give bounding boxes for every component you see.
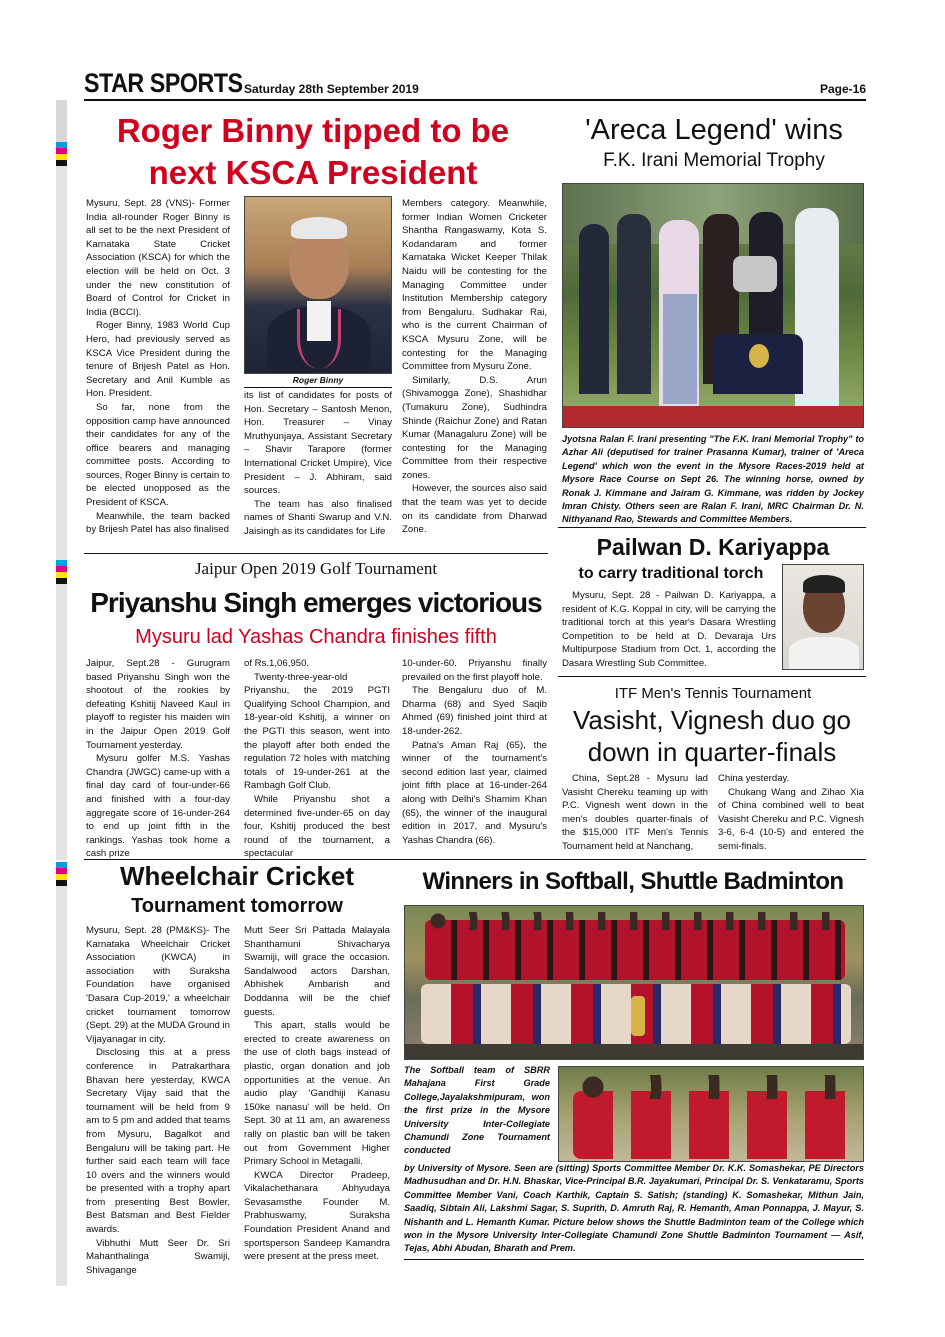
binny-para: Meanwhile, the team backed by Brijesh Patel has also finalised bbox=[86, 510, 230, 536]
binny-column-3 bbox=[402, 197, 547, 537]
golf-para: Mysuru golfer M.S. Yashas Chandra (JWGC) came-up with a final day card of four-under-66 and finished with a four-day aggregate score of 16-under-264 to end up joint fifth in the rankings. Yashas took home a cash prize bbox=[86, 753, 230, 860]
pailwan-subhead: to carry traditional torch bbox=[578, 565, 764, 582]
binny-photo bbox=[244, 196, 392, 374]
golf-subhead: Mysuru lad Yashas Chandra finishes fifth bbox=[135, 626, 497, 648]
areca-subhead: F.K. Irani Memorial Trophy bbox=[603, 150, 825, 171]
wheelchair-headline: Wheelchair Cricket bbox=[119, 861, 355, 891]
wheelchair-subhead: Tournament tomorrow bbox=[131, 895, 343, 917]
pailwan-headline: Pailwan D. Kariyappa bbox=[596, 534, 830, 560]
tennis-headline-line2: down in quarter-finals bbox=[587, 737, 837, 767]
tennis-headline bbox=[556, 704, 868, 768]
issue-date: Saturday 28th September 2019 bbox=[244, 82, 419, 96]
tennis-para: China yesterday. bbox=[718, 773, 790, 784]
binny-headline-line2: next KSCA President bbox=[148, 154, 478, 191]
badminton-team-photo bbox=[558, 1066, 864, 1162]
binny-para: its list of candidates for posts of Hon. Secretary – Santosh Menon, Hon. Treasurer – Vinay Mruthyunjaya, Assistant Secretary – Shavir Tarapore (former International Cricket Umpire), Vice President – J. Abhiram, said sources. bbox=[244, 390, 392, 497]
golf-para: Twenty-three-year-old Priyanshu, the 2019 PGTI Qualifying School Champion, and 18-year-old Kshitij, a winner on the PGTI this season, went into the playoff after both ended the regulation 72 holes with matching totals of 19-under-261 at the Rambagh Golf Club. bbox=[244, 671, 390, 792]
masthead bbox=[84, 68, 866, 102]
binny-column-1 bbox=[86, 197, 230, 537]
golf-para: of Rs.1,06,950. bbox=[244, 658, 310, 669]
binny-photo-caption: Roger Binny bbox=[292, 375, 344, 385]
binny-para: However, the sources also said that the team was yet to decide on its candidate from Dharwad Zone. bbox=[402, 483, 547, 536]
pailwan-rule bbox=[558, 676, 866, 677]
registration-strip-middle bbox=[56, 560, 67, 860]
page-number: Page-16 bbox=[819, 82, 866, 96]
golf-para: 10-under-60. Priyanshu finally prevailed on the first playoff hole. bbox=[402, 658, 547, 683]
tennis-column-2 bbox=[718, 772, 864, 854]
section-title: STAR SPORTS bbox=[84, 68, 243, 98]
areca-rule bbox=[558, 527, 866, 528]
registration-strip-bottom bbox=[56, 862, 67, 1286]
binny-para: Mysuru, Sept. 28 (VNS)- Former India all-rounder Roger Binny is all set to be the next President of Karnataka State Cricket Association (KSCA) for which the election will be held on Oct. 3 under the new constitution of Board of Control for Cricket in India (BCCI). bbox=[86, 198, 230, 318]
wheelchair-para: Mysuru, Sept. 28 (PM&KS)- The Karnataka Wheelchair Cricket Association (KWCA) in association with Suraksha Foundation have organised 'Dasara Cup-2019,' a wheelchair cricket tournament tomorrow (Sept. 29) at the MUDA Ground in Vijayanagar in city. bbox=[86, 925, 230, 1045]
wheelchair-column-1 bbox=[86, 924, 230, 1277]
golf-para: Patna's Aman Raj (65), the winner of the tournament's second edition last year, claimed joint fifth place at 16-under-264 along with Delhi's Shamim Khan (65), the winner of the inaugural edition in 2017, and Mysuru's Yashas Chandra (66). bbox=[402, 739, 547, 846]
binny-caption-rule bbox=[244, 387, 392, 388]
wheelchair-para: Disclosing this at a press conference in Patrakarthara Bhavan here yesterday, KWCA Secretary Vijay said that the tournament will be held from 9 am to 5 pm and added that teams from Mysuru, Bagalkot and Bengaluru will be taking part. He further said each team will face 10 overs and the winners would be presented with a trophy apart from presenting Best Bowler, Best Batsman and Best Fielder awards. bbox=[86, 1047, 230, 1236]
binny-headline-line1: Roger Binny tipped to be bbox=[116, 112, 510, 149]
tennis-para: Chukang Wang and Zihao Xia of China combined well to beat Vasisht Chereku and P.C. Vignesh 3-6, 6-4 (10-5) and entered the semi-finals. bbox=[718, 786, 864, 852]
softball-bottom-rule bbox=[404, 1259, 864, 1260]
wheelchair-para: KWCA Director Pradeep, Vikalachethanara Abhyudaya Sevasamsthe Founder M. Prabhuswamy, Suraksha Foundation President Anand and sportsperson Sandeep Kamandra were present at the press meet. bbox=[244, 1169, 390, 1263]
golf-para: Jaipur, Sept.28 - Gurugram based Priyanshu Singh won the shootout of the rookies by defeating Kshitij Naveed Kaul in playoff to register his maiden win in the Jaipur Open 2019 Golf Tournament yesterday. bbox=[86, 658, 230, 751]
tennis-kicker: ITF Men's Tennis Tournament bbox=[614, 685, 812, 702]
areca-caption: Jyotsna Ralan F. Irani presenting "The F.K. Irani Memorial Trophy" to Azhar Ali (deputised for trainer Prasanna Kumar), trainer of 'Areca Legend' which won the event in the Mysore Races-2019 held at Mysore Race Course on Sept 26. The winning horse, owned by Ronak J. Kimmane and Jairam G. Kimmane, was ridden by Jockey Imran Chisty. Others seen are Ralan F. Irani, MRC Chairman Dr. N. Nithyanand Rao, Stewards and Committee Members. bbox=[562, 434, 864, 525]
binny-para: So far, none from the opposition camp have announced their candidates for any of the office bearers and managing committee posts. According to sources, Roger Binny is certain to be elected unopposed as the President of KSCA. bbox=[86, 401, 230, 509]
tennis-headline-line1: Vasisht, Vignesh duo go bbox=[572, 705, 851, 735]
softball-headline: Winners in Softball, Shuttle Badminton bbox=[422, 868, 844, 895]
wheelchair-para: Mutt Seer Sri Pattada Malayala Shanthamuni Shivacharya Swamiji, will grace the occasion. Sandalwood actors Darshan, Abhishek Ambarish and Doddanna will be the chief guests. bbox=[244, 925, 390, 1018]
tennis-para: China, Sept.28 - Mysuru lad Vasisht Chereku teaming up with P.C. Vignesh went down in the men's doubles quarter-finals of the $15,000 ITF Men's Tennis Tournament held at Nanchang, bbox=[562, 773, 708, 852]
pailwan-body bbox=[562, 589, 776, 671]
binny-para: Members category. Meanwhile, former Indian Women Cricketer Shantha Rangaswamy, Kota S. Kodandaram and former Karnataka Wicket Keeper Thilak Naidu will be contesting for the Managing Committee under Institution Membership category from Bengaluru. Sudhakar Rai, who is the current Chairman of KSCA Mysuru Zone, will be contesting for the Managing Committee from Mysuru Zone. bbox=[402, 198, 547, 373]
pailwan-photo bbox=[782, 564, 864, 670]
golf-column-3 bbox=[402, 657, 547, 847]
binny-para: Roger Binny, 1983 World Cup Hero, had previously served as KSCA Vice President during the tenure of Brijesh Patel as Hon. Secretary and Anil Kumble as Hon. President. bbox=[86, 320, 230, 400]
binny-headline bbox=[76, 110, 550, 194]
golf-column-2 bbox=[244, 657, 390, 861]
golf-top-rule bbox=[84, 553, 548, 554]
wheelchair-column-2 bbox=[244, 924, 390, 1264]
softball-caption-left: The Softball team of SBRR Mahajana First Grade College,Jayalakshmipuram, won the first prize in the Mysore University Inter-Collegiate Chamundi Zone Tournament conducted bbox=[404, 1065, 550, 1156]
golf-column-1 bbox=[86, 657, 230, 861]
binny-para: The team has also finalised names of Shanti Swarup and V.N. Jaisingh as its candidates for Life bbox=[244, 498, 392, 537]
pailwan-para: Mysuru, Sept. 28 - Pailwan D. Kariyappa, a resident of K.G. Koppal in city, will be carrying the traditional torch at this year's Dasara Wrestling Competition to be held at D. Devaraja Urs Multipurpose Stadium from Oct. 1, according the Dasara Wrestling Sub Committee. bbox=[562, 590, 776, 669]
golf-headline: Priyanshu Singh emerges victorious bbox=[90, 587, 542, 618]
golf-para: While Priyanshu shot a determined five-under-65 on day four, Kshitij produced the best round of the tournament, a spectacular bbox=[244, 793, 390, 860]
masthead-rule bbox=[84, 99, 866, 101]
wheelchair-para: This apart, stalls would be erected to create awareness on the use of cloth bags instead of plastic, organ donation and job opportunities at the venue. An audio play 'Gandhiji Kanasu 150ke nanasu' will be held. On Sept. 30 at 11 am, an awareness rally on plastic ban will be taken out from Government Higher Primary School in Metagalli. bbox=[244, 1020, 390, 1168]
softball-team-photo bbox=[404, 905, 864, 1060]
areca-photo bbox=[562, 183, 864, 428]
registration-strip-top bbox=[56, 100, 67, 566]
wheelchair-para: Vibhuthi Mutt Seer Dr. Sri Mahanthalinga Swamiji, Shivagange bbox=[86, 1237, 230, 1276]
areca-headline: 'Areca Legend' wins bbox=[585, 114, 843, 146]
tennis-column-1 bbox=[562, 772, 708, 854]
binny-para: Similarly, D.S. Arun (Shivamogga Zone), Shashidhar (Tumakuru Zone), Sudhindra Shinde (Raichur Zone) and Ratan Kumar (Managaluru Zone) will be contesting for the Managing Committee from their respective zones. bbox=[402, 374, 547, 481]
softball-caption-full: by University of Mysore. Seen are (sitting) Sports Committee Member Dr. K.K. Somashekar, PE Directors Madhusudhan and Dr. H.N. Bhaskar, Vice-Principal B.R. Jayakumari, Principal Dr. S. Venkataramu, Sports Committee Member Vani, Coach Karthik, Captain S. Satish; (standing) K. Somashekar, Mithun Jain, Saadiq, Sibtain Ali, Lakshmi Sagar, S. Suprith, D. Amruth Raj, R. Hemanth, Aman Ponnappa, J. Mayur, S. Nishanth and L. Hemanth Kumar. Picture below shows the Shuttle Badminton team of the College which won in the Mysore University Inter-Collegiate Chamundi Zone Shuttle Badminton Tournament — Asif, Tejas, Abhi Abudan, Bharath and Prem. bbox=[404, 1163, 864, 1254]
golf-kicker: Jaipur Open 2019 Golf Tournament bbox=[194, 559, 438, 578]
golf-para: The Bengaluru duo of M. Dharma (68) and Syed Saqib Ahmed (69) finished joint third at 18-under-262. bbox=[402, 685, 547, 737]
binny-column-2 bbox=[244, 389, 392, 539]
